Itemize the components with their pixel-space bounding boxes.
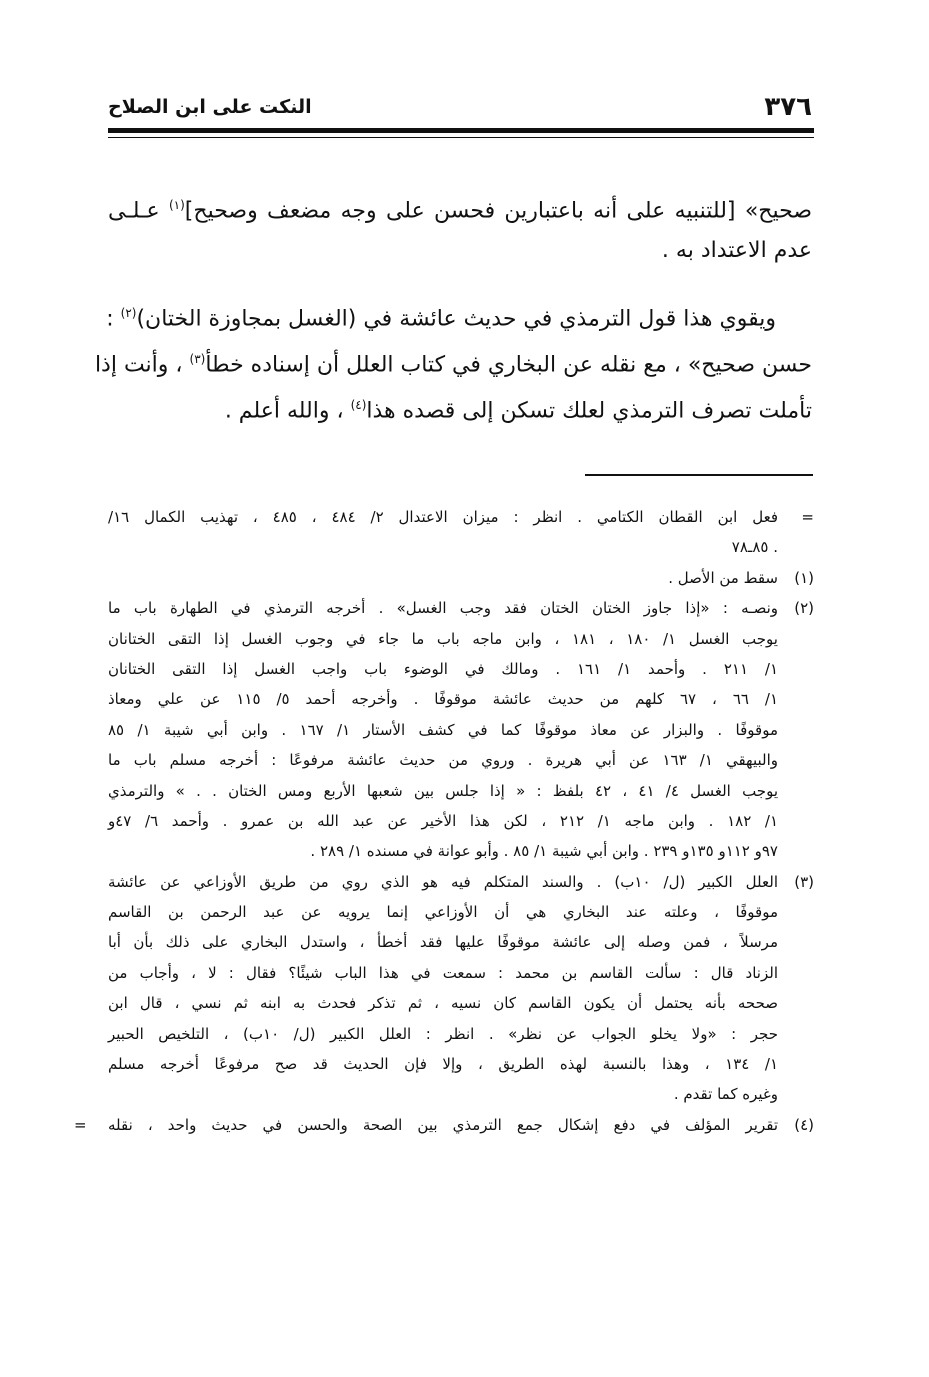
footnote-line — [108, 1049, 814, 1079]
footnote-line — [108, 897, 814, 927]
line-text: تأملت تصرف الترمذي لعلك تسكن إلى قصده هذا — [366, 398, 812, 424]
footnote-line — [108, 958, 814, 988]
footnote-text: ١/ ٦٦ ، ٦٧ كلهم من حديث عائشة موقوفًا . وأخرجه أحمد ٥/ ١١٥ عن علي ومعاذ — [108, 690, 778, 709]
footnote-line — [108, 745, 814, 775]
footnote-text: والبيهقي ١/ ١٦٣ عن أبي هريرة . وروي من حديث عائشة مرفوعًا : أخرجه مسلم باب ما — [108, 751, 779, 770]
footnote-line — [108, 502, 814, 532]
footnote-number: (٤) — [794, 1115, 814, 1134]
footnote-line — [108, 684, 814, 714]
footnote-line — [108, 563, 814, 593]
line-text: عدم الاعتداد به . — [661, 238, 812, 263]
footnote-line — [108, 867, 814, 897]
footnote-number: (١) — [794, 568, 814, 587]
footnote-separator — [585, 474, 813, 476]
footnote-text: ونصـه : «إذا جاوز الختان الختان فقد وجب الغسل» . أخرجه الترمذي في الطهارة باب ما — [108, 599, 778, 618]
continuation-mark: = — [74, 1115, 87, 1134]
line-text-end: ، والله أعلم . — [224, 398, 351, 424]
text-line — [108, 290, 812, 336]
line-text: صحيح» [للتنبيه على أنه باعتبارين فحسن على وجه مضعف وصحيح] — [184, 198, 813, 224]
footnote-line — [108, 624, 814, 654]
text-line — [108, 182, 812, 228]
footnote-number: = — [801, 508, 814, 526]
footnote-text: وغيره كما تقدم . — [673, 1085, 778, 1104]
footnote-text: ١/ ١٣٤ ، وهذا بالنسبة لهذه الطريق ، وإلا فإن الحديث قد صح مرفوعًا أخرجه مسلم — [108, 1055, 778, 1074]
line-text-end: : — [106, 306, 121, 332]
footnote-text: مرسلاً ، فمن وصله إلى عائشة موقوفًا عليها فقد أخطأ ، واستدل البخاري على ذلك بأن أبا — [108, 933, 778, 952]
page-number: ٣٧٦ — [764, 92, 812, 122]
line-text-end: عـلـى — [108, 198, 169, 224]
line-text-end: ، وأنت إذا — [94, 352, 190, 378]
footnote-text: موقوفًا ، وعلته عند البخاري هي أن الأوزاعي إنما يرويه عن عبد الرحمن بن القاسم — [108, 903, 778, 922]
footnote-line — [108, 806, 814, 836]
footnote-line — [108, 1019, 814, 1049]
footnote-text: الزناد قال : سألت القاسم بن محمد : سمعت في هذا الباب شيئًا؟ فقال : لا ، وأجاب من — [108, 963, 778, 982]
footnote-text: ٩٧و ١١٢و ١٣٥و ٢٣٩ . وابن أبي شيبة ١/ ٨٥ . وأبو عوانة في مسنده ١/ ٢٨٩ . — [310, 842, 778, 861]
footnote-line — [74, 1110, 814, 1140]
footnote-number: (٣) — [794, 872, 814, 891]
footnote-ref: (٤) — [350, 398, 367, 412]
footnotes — [74, 502, 814, 1140]
header-rule-thin — [108, 137, 814, 138]
footnote-text: سقط من الأصل . — [668, 568, 778, 587]
footnote-text: ١/ ١٨٢ . وابن ماجه ١/ ٢١٢ ، لكن هذا الأخير عن عبد الله بن عمرو . وأحمد ٦/ ٤٧و — [108, 811, 779, 830]
footnote-text: ١/ ٢١١ . وأحمد ١/ ١٦١ . ومالك في الوضوء باب واجب الغسل إذا التقى الختانان — [108, 659, 778, 678]
line-text: حسن صحيح» ، مع نقله عن البخاري في كتاب العلل أن إسناده خطأ — [205, 352, 812, 378]
footnote-line — [108, 654, 814, 684]
footnote-text: صححه بأنه يحتمل أن يكون القاسم كان نسيه ، ثم تذكر فحدث به ابنه ثم نسي ، قال ابن — [108, 994, 778, 1013]
footnote-text: فعل ابن القطان الكتامي . انظر : ميزان الاعتدال ٢/ ٤٨٤ ، ٤٨٥ ، تهذيب الكمال ١٦/ — [108, 508, 778, 526]
footnote-line — [108, 776, 814, 806]
text-line — [94, 336, 812, 382]
footnote-text: موقوفًا . والبزار عن معاذ موقوفًا كما في كشف الأستار ١/ ١٦٧ . وابن أبي شيبة ١/ ٨٥ — [108, 720, 778, 739]
footnote-ref: (٣) — [189, 352, 206, 366]
footnote-text: . ٨٥ـ٧٨ — [731, 538, 778, 557]
footnote-line — [108, 1079, 814, 1109]
footnote-line — [108, 988, 814, 1018]
footnote-text: يوجب الغسل ١/ ١٨٠ ، ١٨١ ، وابن ماجه باب ما جاء في وجوب الغسل إذا التقى الختانان — [108, 629, 778, 648]
paragraph-gap — [108, 274, 812, 290]
footnote-text: تقرير المؤلف في دفع إشكال جمع الترمذي بين الصحة والحسن في حديث واحد ، نقله — [108, 1115, 778, 1134]
footnote-ref: (٢) — [120, 306, 137, 320]
footnote-number: (٢) — [794, 599, 814, 618]
text-line — [108, 228, 812, 274]
footnote-text: العلل الكبير (ل/ ١٠ب) . والسند المتكلم فيه هو الذي روي من طريق الأوزاعي عن عائشة — [108, 872, 778, 891]
footnote-line — [108, 532, 814, 562]
footnote-ref: (١) — [168, 198, 185, 212]
page-header — [108, 92, 812, 122]
footnote-line — [108, 715, 814, 745]
footnote-text: يوجب الغسل ٤/ ٤١ ، ٤٢ بلفظ : « إذا جلس بين شعبها الأربع ومس الختان . . » والترمذي — [108, 781, 778, 800]
book-title: النكت على ابن الصلاح — [108, 96, 312, 118]
footnote-text: حجر : «ولا يخلو الجواب عن نظر» . انظر : العلل الكبير (ل/ ١٠ب) ، التلخيص الحبير — [108, 1024, 778, 1043]
header-rule-thick — [108, 128, 814, 133]
footnote-line — [108, 927, 814, 957]
footnote-line — [108, 836, 814, 866]
footnote-line — [108, 593, 814, 623]
line-text: ويقوي هذا قول الترمذي في حديث عائشة في (الغسل بمجاوزة الختان) — [136, 306, 776, 332]
main-text — [94, 182, 813, 428]
text-line — [108, 382, 812, 428]
